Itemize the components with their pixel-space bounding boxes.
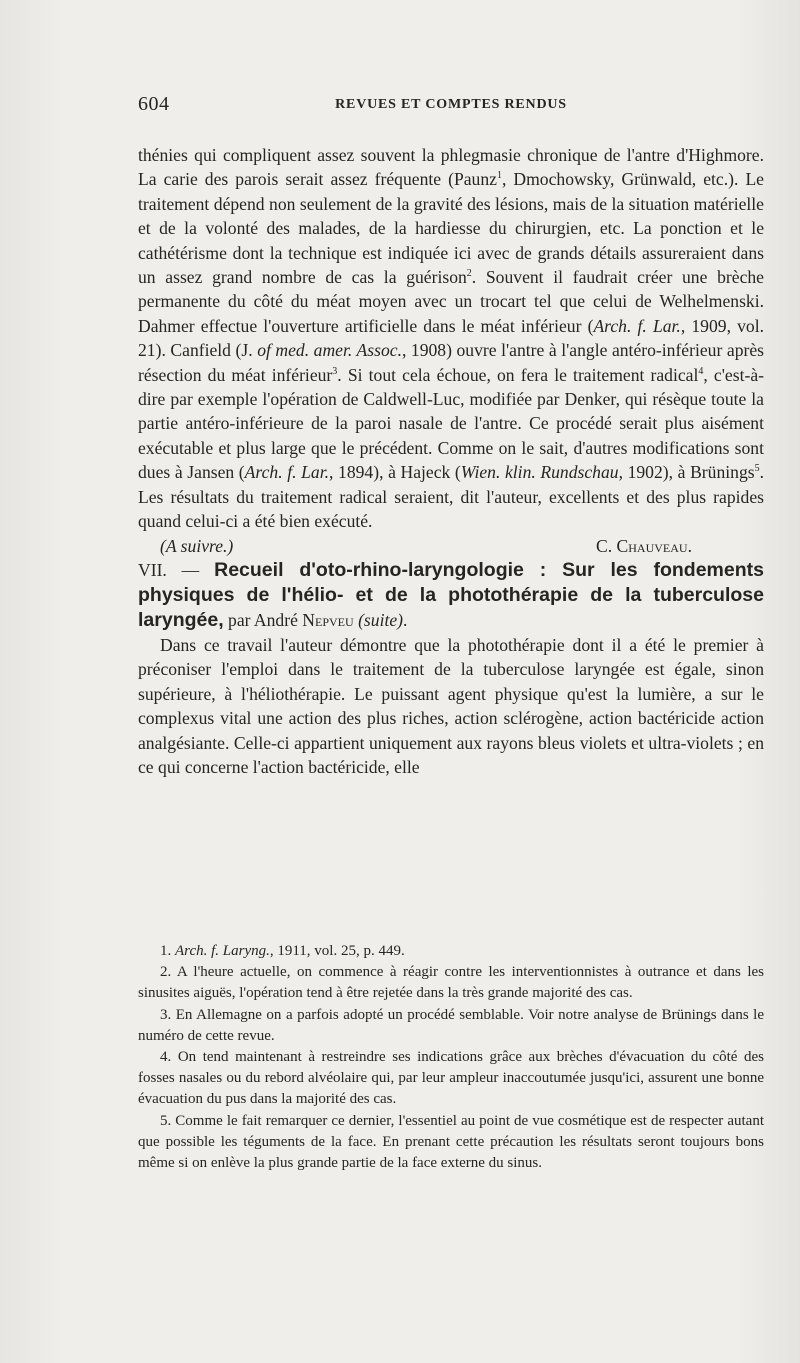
page-number: 604 [138,93,170,115]
to-be-continued: (A suivre.) [160,535,234,556]
footnote-1: 1. Arch. f. Laryng., 1911, vol. 25, p. 449. [160,943,405,959]
footnote-3: 3. En Allemagne on a parfois adopté un procédé semblable. Voir notre analyse de Brünings dans le numéro de cette revue. [138,1006,764,1044]
main-text [138,143,764,779]
section-author: Nepveu [302,609,354,630]
footnote-2: 2. A l'heure actuelle, on commence à réagir contre les interventionnistes à outrance et dans les sinusites aiguës, l'opération tend à être rejetée dans la très grande majorité des cas. [138,964,764,1002]
footnote-4: 4. On tend maintenant à restreindre ses indications grâce aux brèches d'évacuation du côté des fosses nasales ou du rebord alvéolaire qui, par leur ampleur inaccoutumée jusqu'ici, assurent une bonne évacuation du pus dans la majorité des cas. [138,1049,764,1108]
author-signature: C. Chauveau. [596,535,692,556]
running-head: REVUES ET COMPTES RENDUS [335,97,567,112]
footnote-5: 5. Comme le fait remarquer ce dernier, l'essentiel au point de vue cosmétique est de respecter autant que possible les téguments de la face. En prenant cette précaution les résultats seront toujours bons même si on enlève la plus grande partie de la face externe du sinus. [138,1112,764,1172]
section-heading: VII. — Recueil d'oto-rhino-laryngologie : Sur les fondements physiques de l'hélio- et de la photothérapie de la tuberculose laryngée, par André Nepveu (suite). [138,558,764,631]
page-header [138,93,764,117]
section-paragraph: Dans ce travail l'auteur démontre que la photothérapie dont il a été le premier à préconiser l'emploi dans le traitement de la tuberculose laryngée est égale, sinon supérieure, à l'héliothérapie. Le puissant agent physique qu'est la lumière, a sur le complexus vital une action des plus riches, action sclérogène, action bactéricide action analgésiante. Celle-ci appartient uniquement aux rayons bleus violets et ultra-violets ; en ce qui concerne l'action bactéricide, elle [138,634,764,777]
footnotes [138,941,764,1174]
section-title-bold: Recueil d'oto-rhino-laryngologie : Sur les fondements physiques de l'hélio- et de la photothérapie de la tuberculose laryngée, [138,558,764,631]
signature-line [138,534,764,558]
continuation-paragraph: thénies qui compliquent assez souvent la phlegmasie chronique de l'antre d'Highmore. La carie des parois serait assez fréquente (Paunz$^1$, Dmochowsky, Grünwald, etc.). Le traitement dépend non seulement de la gravité des lésions, mais de la situation matérielle et de la volonté des malades, de la hardiesse du chirurgien, etc. La ponction et le cathétérisme dont la technique est indiquée ici avec de grands détails assureraient dans un assez grand nombre de cas la guérison$^2$. Souvent il faudrait créer une brèche permanente du côté du méat moyen avec un trocart tel que celui de Welhelmenski. Dahmer effectue l'ouverture artificielle dans le méat inférieur (Arch. f. Lar., 1909, vol. 21). Canfield (J. of med. amer. Assoc., 1908) ouvre l'antre à l'angle antéro-inférieur après résection du méat inférieur$^3$. Si tout cela échoue, on fera le traitement radical$^4$, c'est-à-dire par exemple l'opération de Caldwell-Luc, modifiée par Denker, qui résèque toute la partie antéro-inférieure de la paroi nasale de l'antre. Ce procédé serait plus aisément exécutable et plus large que le précédent. Comme on le sait, d'autres modifications sont dues à Jansen (Arch. f. Lar., 1894), à Hajeck (Wien. klin. Rundschau, 1902), à Brünings$^5$. Les résultats du traitement radical seraient, dit l'auteur, excellents et des plus rapides quand celui-ci a été bien exécuté. [138,145,765,532]
